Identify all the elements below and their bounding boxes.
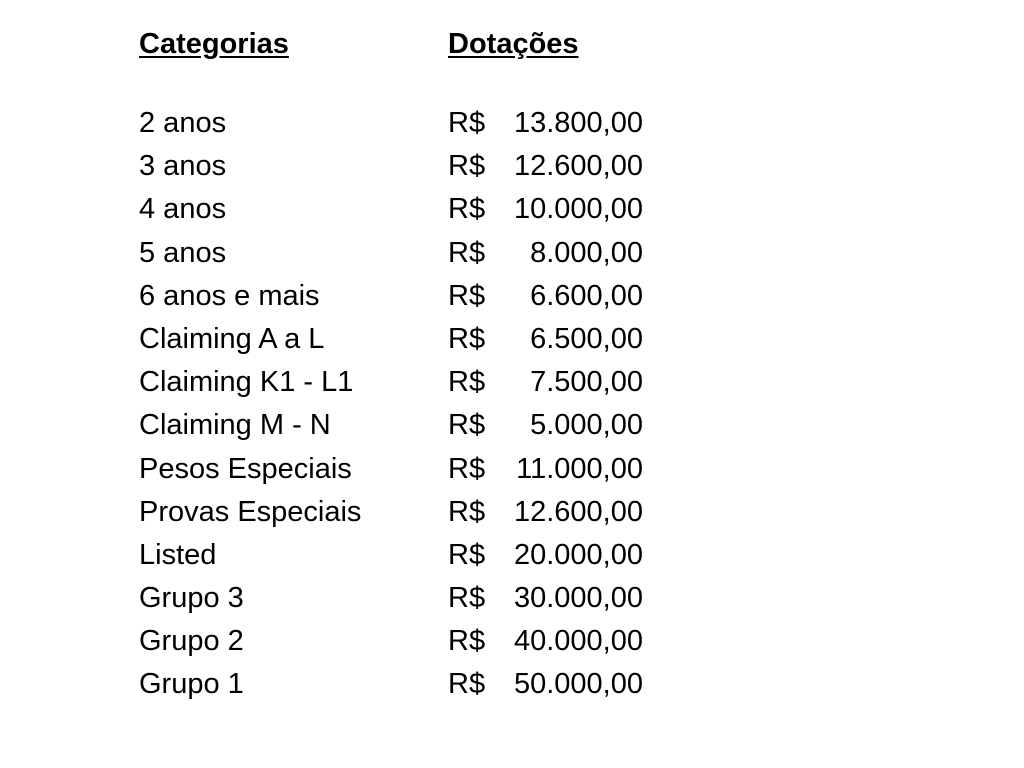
amount-cell: 7.500,00 <box>530 366 643 399</box>
category-cell: Claiming M - N <box>139 409 331 442</box>
currency-cell: R$ <box>448 107 486 139</box>
category-cell: Claiming K1 - L1 <box>139 366 354 399</box>
amount-cell: 40.000,00 <box>513 625 643 658</box>
category-cell: 3 anos <box>139 150 227 183</box>
currency-cell: R$ <box>448 409 486 442</box>
amount-cell: 50.000,00 <box>513 668 643 701</box>
amount-cell: 13.800,00 <box>513 107 643 139</box>
header-dotacoes: Dotações <box>448 28 579 60</box>
category-cell: Listed <box>139 538 217 571</box>
amount-cell: 6.600,00 <box>530 279 643 312</box>
amount-cell: 12.600,00 <box>513 495 643 528</box>
currency-cell: R$ <box>448 495 486 528</box>
category-cell: 4 anos <box>139 193 227 226</box>
currency-cell: R$ <box>448 279 486 312</box>
currency-cell: R$ <box>448 538 486 571</box>
header-categorias: Categorias <box>139 28 289 60</box>
currency-cell: R$ <box>448 236 486 269</box>
category-cell: 2 anos <box>139 107 227 139</box>
amount-cell: 30.000,00 <box>513 582 643 615</box>
category-cell: Claiming A a L <box>139 322 325 355</box>
currency-cell: R$ <box>448 582 486 615</box>
amount-cell: 6.500,00 <box>530 322 643 355</box>
amount-cell: 8.000,00 <box>530 236 643 269</box>
currency-cell: R$ <box>448 322 486 355</box>
currency-cell: R$ <box>448 193 486 226</box>
amount-cell: 5.000,00 <box>530 409 643 442</box>
currency-cell: R$ <box>448 366 486 399</box>
category-cell: Pesos Especiais <box>139 452 352 485</box>
amount-cell: 20.000,00 <box>513 538 643 571</box>
category-cell: Grupo 1 <box>139 668 244 701</box>
currency-cell: R$ <box>448 625 486 658</box>
category-cell: Grupo 3 <box>139 582 244 615</box>
category-cell: 6 anos e mais <box>139 279 320 312</box>
category-cell: Provas Especiais <box>139 495 362 528</box>
amount-cell: 11.000,00 <box>516 452 643 485</box>
category-cell: 5 anos <box>139 236 227 269</box>
amount-cell: 10.000,00 <box>513 193 643 226</box>
currency-cell: R$ <box>448 150 486 183</box>
amount-cell: 12.600,00 <box>513 150 643 183</box>
currency-cell: R$ <box>448 452 486 485</box>
category-cell: Grupo 2 <box>139 625 244 658</box>
currency-cell: R$ <box>448 668 486 701</box>
